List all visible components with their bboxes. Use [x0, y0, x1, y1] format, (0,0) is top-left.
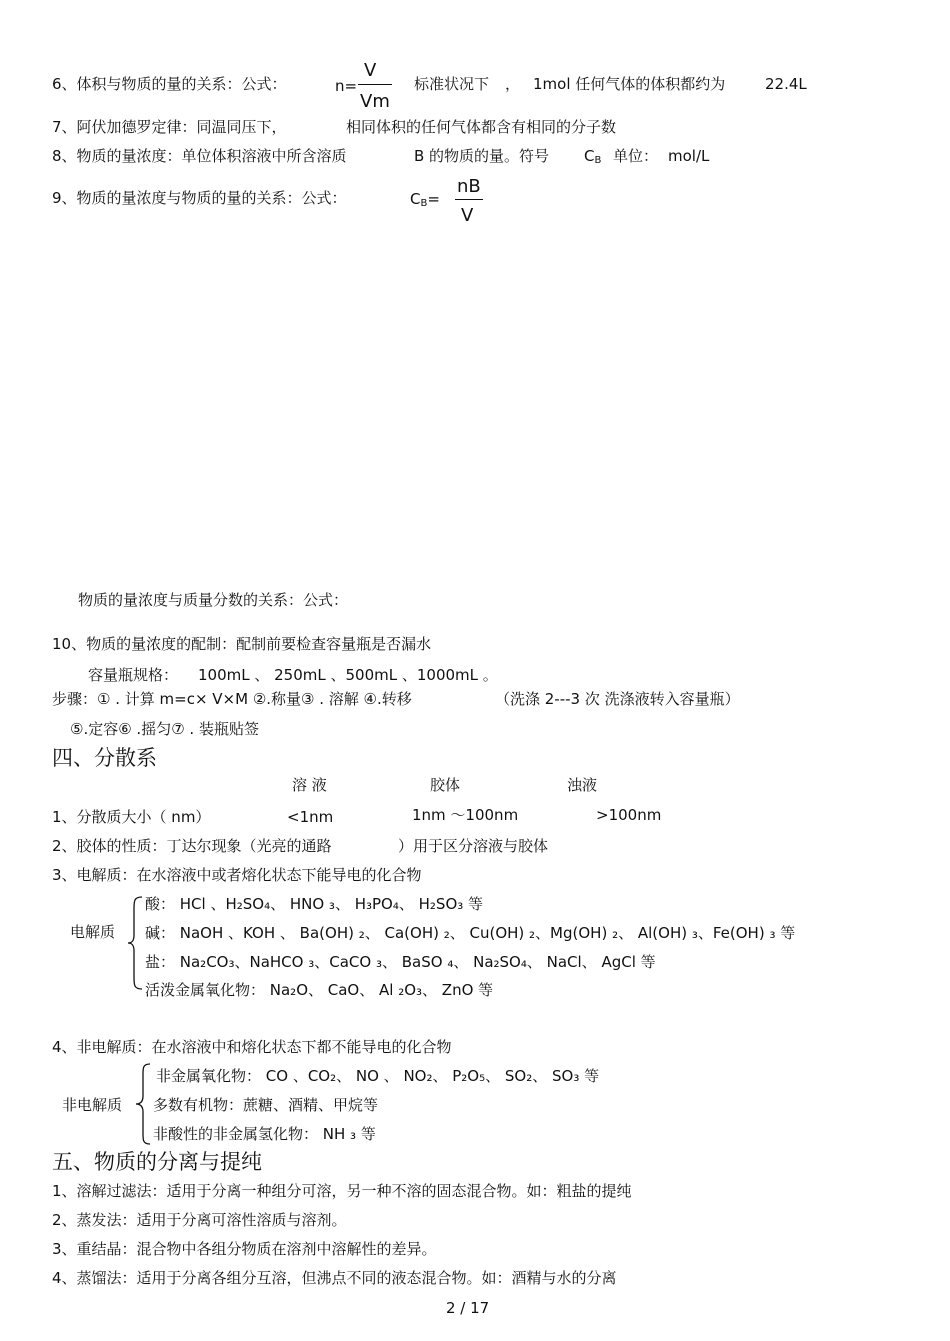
line-9-label: 9、物质的量浓度与物质的量的关系：公式： — [52, 189, 347, 207]
standard-conditions: 标准状况下 — [414, 75, 490, 93]
fraction-numerator: nB — [457, 176, 481, 197]
electrolyte-acid: 酸： HCl 、H₂SO₄、 HNO ₃、 H₃PO₄、 H₂SO₃ 等 — [145, 895, 484, 913]
nonelectrolyte-oxides: 非金属氧化物： CO 、CO₂、 NO 、 NO₂、 P₂O₅、 SO₂、 SO₃ 等 — [156, 1067, 600, 1085]
symbol-subscript: B — [594, 155, 602, 166]
dispersion-size-label: 1、分散质大小（ nm） — [52, 808, 211, 826]
colloid-property-b: ）用于区分溶液与胶体 — [398, 837, 549, 855]
electrolyte-salt: 盐： Na₂CO₃、NaHCO ₃、CaCO ₃、 BaSO ₄、 Na₂SO₄、 NaCl、 AgCl 等 — [145, 953, 656, 971]
line-7-text: 相同体积的任何气体都含有相同的分子数 — [346, 118, 617, 136]
fraction-bar — [358, 84, 392, 85]
fraction-denominator: Vm — [360, 91, 390, 112]
section-4-heading: 四、分散系 — [52, 746, 157, 770]
steps-line-1: 步骤：① . 计算 m=c× V×M ②.称量③ . 溶解 ④.转移 — [52, 690, 412, 708]
fraction-denominator: V — [461, 205, 474, 226]
symbol-cb — [584, 147, 601, 170]
separation-method-3: 3、重结晶：混合物中各组分物质在溶剂中溶解性的差异。 — [52, 1240, 437, 1258]
symbol-subscript: B — [420, 198, 428, 209]
steps-washing-note: （洗涤 2---3 次 洗涤液转入容量瓶） — [495, 690, 740, 708]
page-number: 2 / 17 — [446, 1299, 490, 1317]
section-5-heading: 五、物质的分离与提纯 — [52, 1150, 262, 1174]
fraction-bar — [455, 199, 483, 200]
molar-volume-value: 22.4L — [765, 75, 807, 93]
column-solution: 溶 液 — [292, 776, 327, 794]
line-10-label: 10、物质的量浓度的配制：配制前要检查容量瓶是否漏水 — [52, 635, 432, 653]
fraction-numerator: V — [364, 60, 377, 81]
comma: ， — [505, 75, 521, 93]
mass-fraction-relation: 物质的量浓度与质量分数的关系：公式： — [78, 591, 349, 609]
steps-line-2: ⑤.定容⑥ .摇匀⑦ . 装瓶贴签 — [70, 720, 259, 738]
formula-n-eq: n= — [335, 77, 358, 95]
nonelectrolyte-definition: 4、非电解质：在水溶液中和熔化状态下都不能导电的化合物 — [52, 1038, 452, 1056]
size-solution: <1nm — [287, 808, 334, 826]
symbol-c: C — [584, 147, 595, 165]
left-brace-icon — [126, 895, 144, 991]
nonelectrolyte-organics: 多数有机物：蔗糖、酒精、甲烷等 — [153, 1096, 379, 1114]
symbol-c: C — [410, 190, 421, 208]
line-8-label: 8、物质的量浓度：单位体积溶液中所含溶质 — [52, 147, 347, 165]
formula-cb — [410, 190, 440, 213]
nonelectrolyte-label: 非电解质 — [62, 1096, 123, 1114]
unit-label: 单位： — [613, 147, 659, 165]
line-6-label: 6、体积与物质的量的关系：公式： — [52, 75, 287, 93]
molar-volume-text: 1mol 任何气体的体积都约为 — [533, 75, 726, 93]
separation-method-2: 2、蒸发法：适用于分离可溶性溶质与溶剂。 — [52, 1211, 347, 1229]
column-suspension: 浊液 — [567, 776, 598, 794]
colloid-property-a: 2、胶体的性质：丁达尔现象（光亮的通路 — [52, 837, 332, 855]
unit-value: mol/L — [668, 147, 710, 165]
size-suspension: >100nm — [596, 806, 662, 824]
flask-spec-label: 容量瓶规格： — [88, 666, 179, 684]
flask-spec-values: 100mL 、 250mL 、500mL 、1000mL 。 — [198, 666, 498, 684]
electrolyte-oxide: 活泼金属氧化物： Na₂O、 CaO、 Al ₂O₃、 ZnO 等 — [145, 981, 494, 999]
separation-method-4: 4、蒸馏法：适用于分离各组分互溶，但沸点不同的液态混合物。如：酒精与水的分离 — [52, 1269, 617, 1287]
line-7-label: 7、阿伏加德罗定律：同温同压下， — [52, 118, 287, 136]
line-8-text: B 的物质的量。符号 — [414, 147, 550, 165]
column-colloid: 胶体 — [430, 776, 461, 794]
electrolyte-base: 碱： NaOH 、KOH 、 Ba(OH) ₂、 Ca(OH) ₂、 Cu(OH) ₂、Mg(OH) ₂、 Al(OH) ₃、Fe(OH) ₃ 等 — [145, 924, 796, 942]
electrolyte-label: 电解质 — [70, 923, 116, 941]
separation-method-1: 1、溶解过滤法：适用于分离一种组分可溶，另一种不溶的固态混合物。如：粗盐的提纯 — [52, 1182, 632, 1200]
left-brace-icon — [134, 1062, 152, 1146]
electrolyte-definition: 3、电解质：在水溶液中或者熔化状态下能导电的化合物 — [52, 866, 422, 884]
size-colloid: 1nm ～100nm — [412, 806, 519, 824]
equals-sign: = — [427, 190, 440, 208]
nonelectrolyte-hydrides: 非酸性的非金属氢化物： NH ₃ 等 — [153, 1125, 376, 1143]
